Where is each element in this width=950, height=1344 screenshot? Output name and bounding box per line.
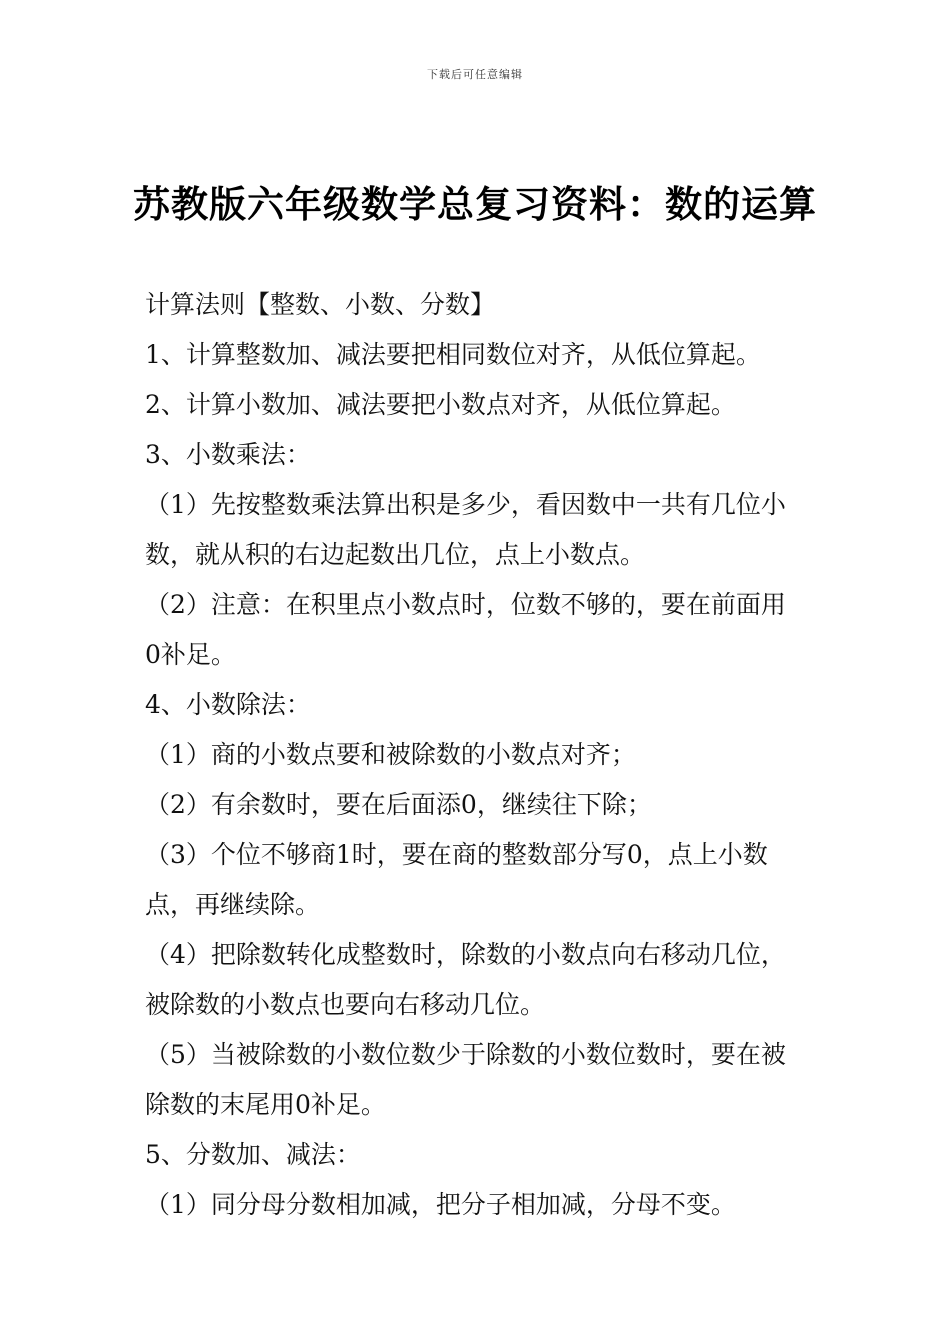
body-line: 0补足。 [145, 640, 236, 669]
body-line: 5、分数加、减法： [145, 1140, 361, 1169]
body-line: （1）商的小数点要和被除数的小数点对齐； [145, 740, 636, 769]
body-line: （1）先按整数乘法算出积是多少，看因数中一共有几位小 [145, 490, 786, 519]
document-title: 苏教版六年级数学总复习资料：数的运算 [133, 183, 817, 226]
body-line: 2、计算小数加、减法要把小数点对齐，从低位算起。 [145, 390, 736, 419]
document-body [145, 280, 815, 1230]
body-line: 3、小数乘法： [145, 440, 311, 469]
body-line: （4）把除数转化成整数时，除数的小数点向右移动几位， [145, 940, 786, 969]
body-line: 除数的末尾用0补足。 [145, 1090, 386, 1119]
body-line: （3）个位不够商1时，要在商的整数部分写0，点上小数 [145, 840, 768, 869]
body-line: 1、计算整数加、减法要把相同数位对齐，从低位算起。 [145, 340, 761, 369]
body-line: 数，就从积的右边起数出几位，点上小数点。 [145, 540, 646, 569]
body-line: （1）同分母分数相加减，把分子相加减，分母不变。 [145, 1190, 736, 1219]
section-heading: 计算法则【整数、小数、分数】 [145, 290, 496, 319]
body-line: 被除数的小数点也要向右移动几位。 [145, 990, 546, 1019]
body-line: 点，再继续除。 [145, 890, 321, 919]
body-line: （5）当被除数的小数位数少于除数的小数位数时，要在被 [145, 1040, 786, 1069]
body-line: （2）注意：在积里点小数点时，位数不够的，要在前面用 [145, 590, 786, 619]
body-line: （2）有余数时，要在后面添0，继续往下除； [145, 790, 652, 819]
page-header-note: 下载后可任意编辑 [427, 68, 523, 81]
body-line: 4、小数除法： [145, 690, 311, 719]
